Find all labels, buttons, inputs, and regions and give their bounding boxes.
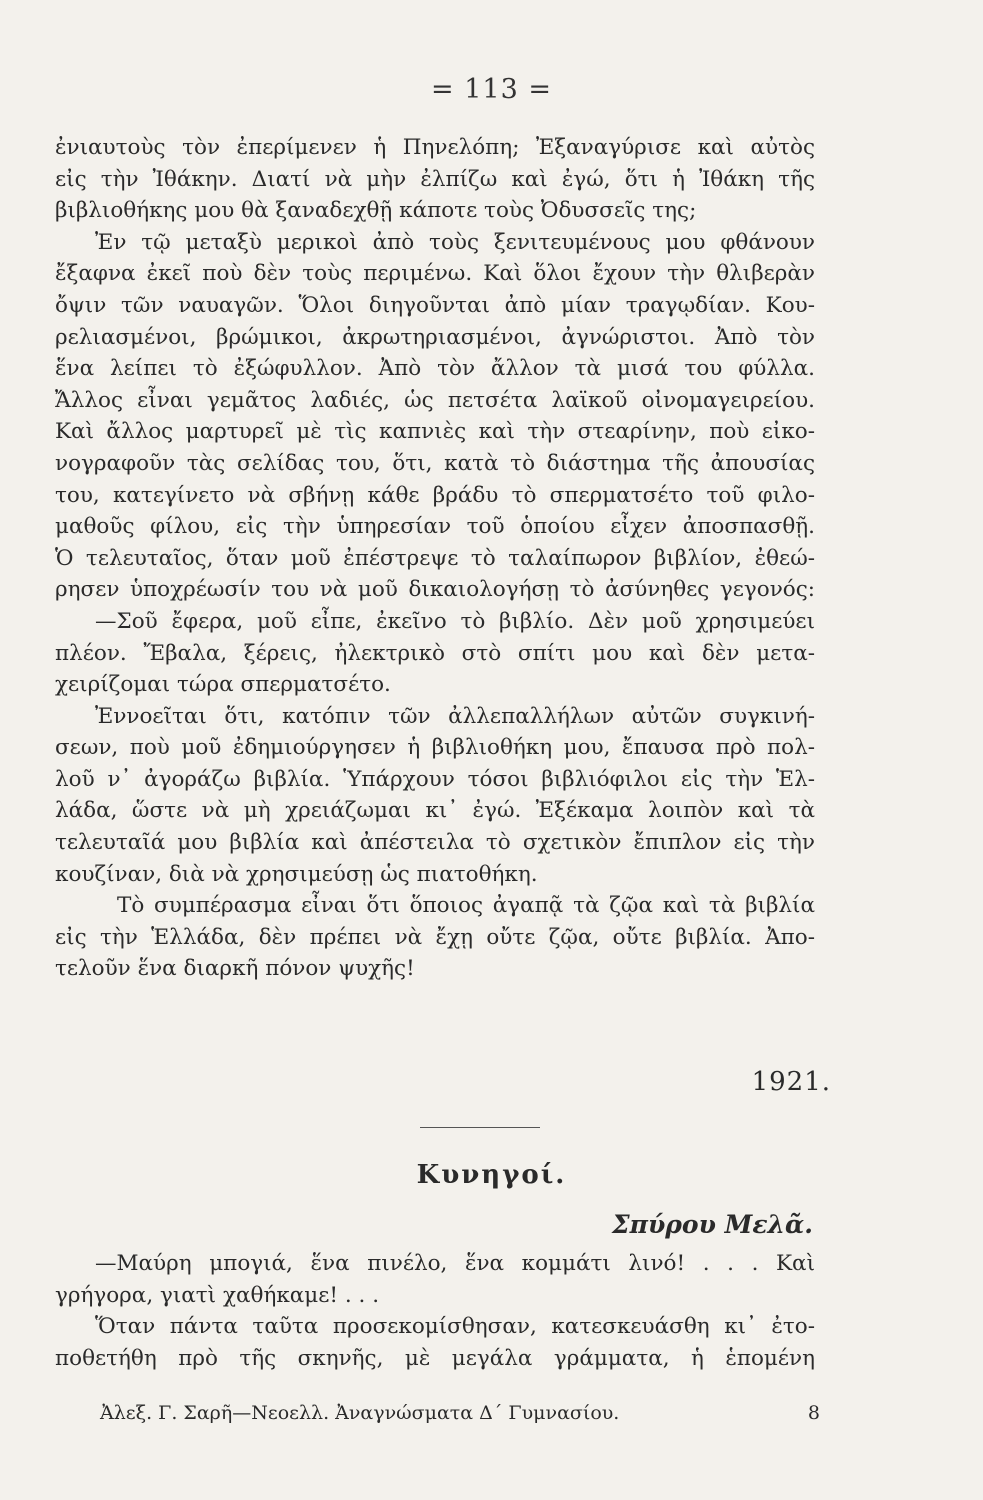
text-line: του, κατεγίνετο νὰ σβήνῃ κάθε βράδυ τὸ σπερματσέτο τοῦ φιλο- xyxy=(55,482,815,508)
story-author: Σπύρου Μελᾶ. xyxy=(611,1210,813,1239)
page-footer xyxy=(100,1402,820,1424)
text-line: ποθετήθη πρὸ τῆς σκηνῆς, μὲ μεγάλα γράμματα, ἡ ἑπομένη xyxy=(55,1345,815,1371)
text-line: Ὅταν πάντα ταῦτα προσεκομίσθησαν, κατεσκευάσθη κι᾽ ἐτο- xyxy=(95,1314,815,1340)
text-line: ἐνιαυτοὺς τὸν ἐπερίμενεν ἡ Πηνελόπη; Ἐξαναγύρισε καὶ αὐτὸς xyxy=(55,135,815,160)
text-line: ὄψιν τῶν ναυαγῶν. Ὅλοι διηγοῦνται ἀπὸ μίαν τραγῳδίαν. Κου- xyxy=(55,292,815,318)
text-line: Ὁ τελευταῖος, ὅταν μοῦ ἐπέστρεψε τὸ ταλαίπωρον βιβλίον, ἐθεώ- xyxy=(55,545,815,571)
text-line: βιβλιοθήκης μου θὰ ξαναδεχθῇ κάποτε τοὺς Ὀδυσσεῖς της; xyxy=(55,198,697,224)
story-text xyxy=(55,1248,815,1374)
text-line: πλέον. Ἔβαλα, ξέρεις, ἠλεκτρικὸ στὸ σπίτι μου καὶ δὲν μετα- xyxy=(55,640,815,666)
main-text xyxy=(55,132,815,985)
text-line: Καὶ ἄλλος μαρτυρεῖ μὲ τὶς καπνιὲς καὶ τὴν στεαρίνην, ποὺ εἰκο- xyxy=(55,419,815,445)
text-line: κουζίναν, διὰ νὰ χρησιμεύσῃ ὡς πιατοθήκη. xyxy=(55,861,538,887)
footer-text: Ἀλεξ. Γ. Σαρῆ—Νεοελλ. Ἀναγνώσματα Δ´ Γυμνασίου. xyxy=(100,1402,620,1424)
text-line: Τὸ συμπέρασμα εἶναι ὅτι ὅποιος ἀγαπᾷ τὰ ζῷα καὶ τὰ βιβλία xyxy=(117,893,815,919)
page-number: = 113 = xyxy=(431,74,552,105)
text-line: νογραφοῦν τὰς σελίδας του, ὅτι, κατὰ τὸ διάστημα τῆς ἀπουσίας xyxy=(55,450,815,476)
text-line: χειρίζομαι τώρα σπερματσέτο. xyxy=(55,672,391,698)
text-line: Ἄλλος εἶναι γεμᾶτος λαδιές, ὡς πετσέτα λαϊκοῦ οἰνομαγειρείου. xyxy=(55,387,815,413)
text-line: λοῦ ν᾽ ἀγοράζω βιβλία. Ὑπάρχουν τόσοι βιβλιόφιλοι εἰς τὴν Ἑλ- xyxy=(55,766,815,792)
text-line: Ἐν τῷ μεταξὺ μερικοὶ ἀπὸ τοὺς ξενιτευμένους μου φθάνουν xyxy=(95,229,815,255)
text-line: τελοῦν ἕνα διαρκῆ πόνον ψυχῆς! xyxy=(55,956,415,982)
text-line: εἰς τὴν Ἰθάκην. Διατί νὰ μὴν ἐλπίζω καὶ ἐγώ, ὅτι ἡ Ἰθάκη τῆς xyxy=(55,166,815,192)
text-line: —Μαύρη μπογιά, ἕνα πινέλο, ἕνα κομμάτι λινό! . . . Καὶ xyxy=(95,1251,815,1276)
date: 1921. xyxy=(751,1067,831,1097)
text-line: τελευταῖά μου βιβλία καὶ ἀπέστειλα τὸ σχετικὸν ἔπιπλον εἰς τὴν xyxy=(55,830,815,856)
text-line: ἕνα λείπει τὸ ἐξώφυλλον. Ἀπὸ τὸν ἄλλον τὰ μισά του φύλλα. xyxy=(55,356,815,382)
text-line: μαθοῦς φίλου, εἰς τὴν ὑπηρεσίαν τοῦ ὁποίου εἶχεν ἀποσπασθῇ. xyxy=(55,514,815,540)
text-line: λάδα, ὥστε νὰ μὴ χρειάζωμαι κι᾽ ἐγώ. Ἐξέκαμα λοιπὸν καὶ τὰ xyxy=(55,798,815,824)
text-line: Ἐννοεῖται ὅτι, κατόπιν τῶν ἀλλεπαλλήλων αὐτῶν συγκινή- xyxy=(95,703,815,729)
text-line: —Σοῦ ἔφερα, μοῦ εἶπε, ἐκεῖνο τὸ βιβλίο. Δὲν μοῦ χρησιμεύει xyxy=(95,608,815,634)
text-line: ρησεν ὑποχρέωσίν του νὰ μοῦ δικαιολογήσῃ τὸ ἀσύνηθες γεγονός: xyxy=(55,577,815,603)
text-line: ἔξαφνα ἐκεῖ ποὺ δὲν τοὺς περιμένω. Καὶ ὅλοι ἔχουν τὴν θλιβερὰν xyxy=(55,261,815,287)
story-title: Κυνηγοί. xyxy=(416,1160,567,1190)
signature-mark: 8 xyxy=(807,1402,820,1424)
text-line: σεων, ποὺ μοῦ ἐδημιούργησεν ἡ βιβλιοθήκη μου, ἔπαυσα πρὸ πολ- xyxy=(55,735,815,761)
section-divider xyxy=(420,1127,540,1128)
text-line: γρήγορα, γιατὶ χαθήκαμε! . . . xyxy=(55,1282,380,1308)
text-line: εἰς τὴν Ἑλλάδα, δὲν πρέπει νὰ ἔχῃ οὔτε ζῷα, οὔτε βιβλία. Ἀπο- xyxy=(55,924,815,950)
text-line: ρελιασμένοι, βρώμικοι, ἀκρωτηριασμένοι, ἀγνώριστοι. Ἀπὸ τὸν xyxy=(55,324,815,350)
